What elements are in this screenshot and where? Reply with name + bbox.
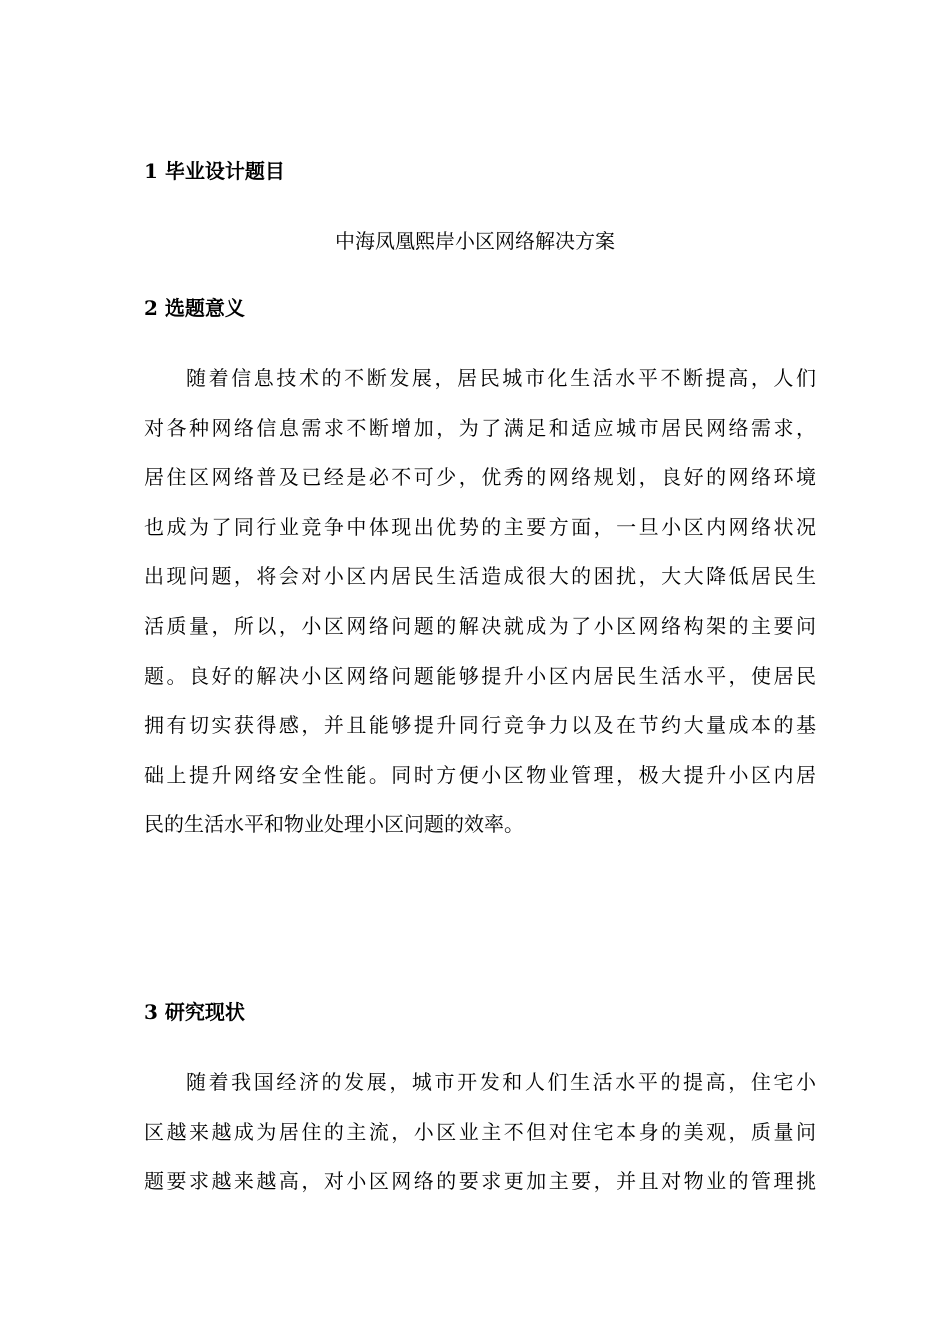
section-3-paragraph [144, 1058, 816, 1207]
paragraph-line: 拥有切实获得感，并且能够提升同行竞争力以及在节约大量成本的基 [144, 713, 816, 738]
paragraph-line: 也成为了同行业竞争中体现出优势的主要方面，一旦小区内网络状况 [144, 514, 816, 539]
paragraph-line: 随着我国经济的发展，城市开发和人们生活水平的提高，住宅小 [186, 1070, 816, 1094]
paragraph-line: 出现问题，将会对小区内居民生活造成很大的困扰，大大降低居民生 [144, 564, 816, 589]
section-2-paragraph [144, 354, 816, 850]
paragraph-line: 础上提升网络安全性能。同时方便小区物业管理，极大提升小区内居 [144, 762, 816, 787]
paragraph-line: 随着信息技术的不断发展，居民城市化生活水平不断提高，人们 [186, 366, 816, 390]
section-1-heading: 1 毕业设计题目 [144, 159, 285, 183]
section-2-heading: 2 选题意义 [144, 296, 245, 320]
section-3-heading: 3 研究现状 [144, 1000, 245, 1024]
project-title: 中海凤凰熙岸小区网络解决方案 [335, 229, 615, 253]
paragraph-line: 题要求越来越高，对小区网络的要求更加主要，并且对物业的管理挑 [144, 1169, 816, 1194]
paragraph-line: 居住区网络普及已经是必不可少，优秀的网络规划，良好的网络环境 [144, 465, 816, 490]
paragraph-line: 活质量，所以，小区网络问题的解决就成为了小区网络构架的主要问 [144, 613, 816, 638]
paragraph-line: 区越来越成为居住的主流，小区业主不但对住宅本身的美观，质量问 [144, 1119, 816, 1144]
paragraph-line: 民的生活水平和物业处理小区问题的效率。 [144, 812, 524, 837]
paragraph-line: 对各种网络信息需求不断增加，为了满足和适应城市居民网络需求， [144, 415, 816, 440]
paragraph-line: 题。良好的解决小区网络问题能够提升小区内居民生活水平，使居民 [144, 663, 816, 688]
